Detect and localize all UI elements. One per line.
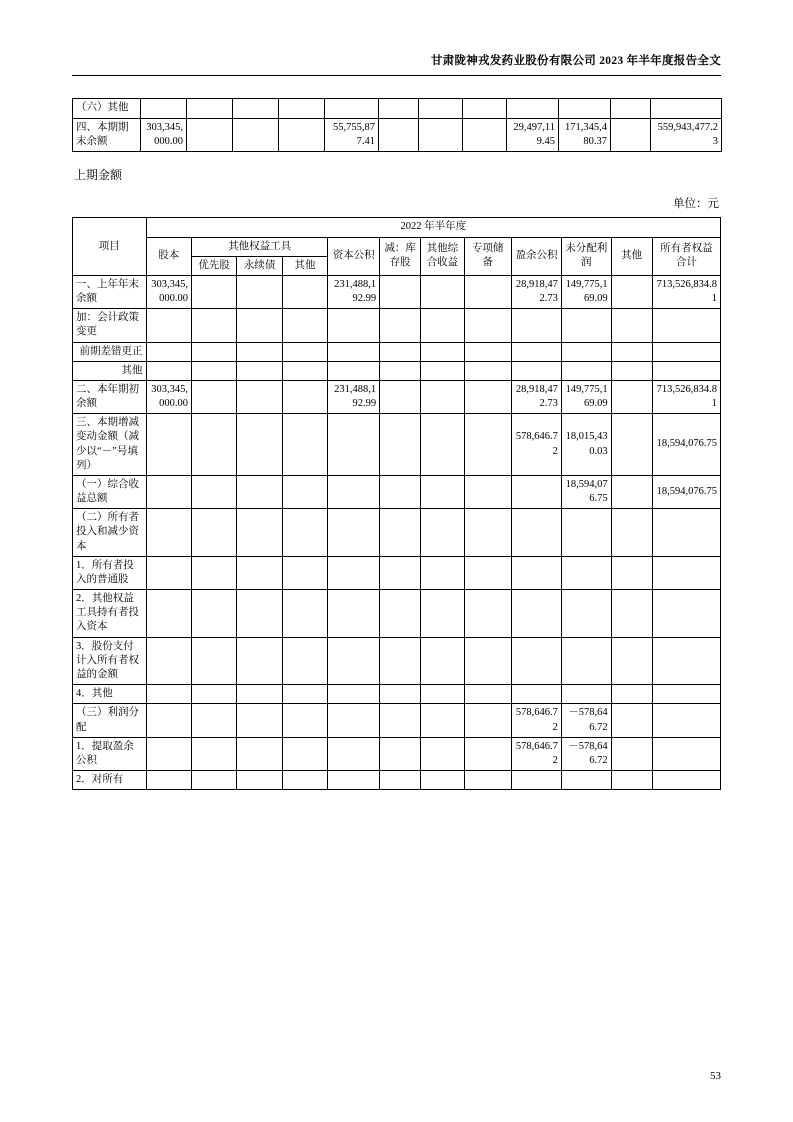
row-cell [187,99,233,119]
row-cell [328,509,380,557]
column-header-period: 2022 年半年度 [146,218,720,237]
row-cell [611,509,652,557]
row-cell [464,771,512,790]
row-label: （三）利润分配 [73,704,147,737]
row-cell [328,737,380,770]
row-cell [611,637,652,685]
table-row [73,475,721,508]
row-cell [561,556,611,589]
row-cell: 578,646.72 [512,414,562,476]
row-cell [512,556,562,589]
row-label: 2．对所有 [73,771,147,790]
row-cell [325,99,379,119]
row-cell [512,361,562,380]
row-cell [237,361,282,380]
row-cell [464,637,512,685]
row-cell [561,685,611,704]
row-label: 三、本期增减变动金额（减少以“－”号填列） [73,414,147,476]
row-cell: 55,755,877.41 [325,119,379,152]
row-cell [611,590,652,638]
row-label: 一、上年年末余额 [73,275,147,308]
row-cell [380,414,421,476]
row-cell [233,99,279,119]
row-cell [419,119,463,152]
row-cell [191,475,236,508]
table-row [73,637,721,685]
row-cell [421,771,464,790]
row-cell [421,590,464,638]
row-cell [464,509,512,557]
row-cell [421,475,464,508]
row-cell: 18,594,076.75 [561,475,611,508]
row-cell [611,309,652,342]
row-cell [512,590,562,638]
row-cell [421,309,464,342]
row-label: 前期差错更正 [73,342,147,361]
row-cell [652,771,720,790]
row-cell [191,342,236,361]
row-cell [187,119,233,152]
row-cell [237,309,282,342]
row-cell [512,509,562,557]
row-cell [237,275,282,308]
row-label: 3．股份支付计入所有者权益的金额 [73,637,147,685]
row-cell [421,380,464,413]
row-cell [146,509,191,557]
row-cell [421,509,464,557]
row-cell [191,685,236,704]
header-divider [72,75,721,76]
row-cell: 28,918,472.73 [512,380,562,413]
row-label: 加：会计政策变更 [73,309,147,342]
row-cell [561,509,611,557]
table-row [73,685,721,704]
row-label: （二）所有者投入和减少资本 [73,509,147,557]
row-cell: 578,646.72 [512,737,562,770]
row-cell [464,361,512,380]
table-row [73,309,721,342]
row-cell [282,475,327,508]
row-cell [464,309,512,342]
column-header-other-equity-instrument-other: 其他 [282,256,327,275]
column-header-other-equity-group: 其他权益工具 [191,237,327,256]
row-cell [380,737,421,770]
row-cell [464,275,512,308]
row-cell [611,556,652,589]
row-cell: 578,646.72 [512,704,562,737]
row-cell [237,685,282,704]
row-cell [191,380,236,413]
table-row [73,737,721,770]
row-cell [421,414,464,476]
table-row [73,414,721,476]
row-cell: 171,345,480.37 [559,119,611,152]
row-cell [561,342,611,361]
row-cell [380,361,421,380]
row-cell [611,380,652,413]
row-cell: 713,526,834.81 [652,380,720,413]
table-row [73,704,721,737]
row-cell [379,119,419,152]
column-header-share-capital: 股本 [146,237,191,275]
row-cell [512,685,562,704]
row-cell: 303,345,000.00 [141,119,187,152]
row-cell [652,342,720,361]
row-cell [380,380,421,413]
table-row [73,590,721,638]
row-cell [421,637,464,685]
row-cell [421,737,464,770]
column-header-perpetual-bond: 永续债 [237,256,282,275]
row-cell [463,99,507,119]
row-cell [328,556,380,589]
row-cell [651,99,722,119]
row-cell: 559,943,477.23 [651,119,722,152]
table-row [73,556,721,589]
row-cell [464,704,512,737]
row-cell [279,99,325,119]
row-cell [512,309,562,342]
table-row [73,99,722,119]
row-cell [611,119,651,152]
row-cell [611,414,652,476]
row-cell [146,685,191,704]
row-cell [191,361,236,380]
table-row [73,342,721,361]
row-cell [463,119,507,152]
row-cell [512,637,562,685]
row-cell [237,342,282,361]
row-cell [559,99,611,119]
row-cell [282,414,327,476]
row-label: 1．提取盈余公积 [73,737,147,770]
row-cell [282,275,327,308]
row-cell [464,414,512,476]
row-cell [141,99,187,119]
row-label: （一）综合收益总额 [73,475,147,508]
row-cell [652,737,720,770]
row-cell [611,361,652,380]
row-cell: 231,488,192.99 [328,275,380,308]
row-cell [652,590,720,638]
row-cell [464,685,512,704]
row-cell [282,704,327,737]
row-cell [611,771,652,790]
row-cell [282,771,327,790]
row-cell [282,685,327,704]
row-cell [611,685,652,704]
row-cell [282,737,327,770]
row-cell [191,737,236,770]
column-header-capital-reserve: 资本公积 [328,237,380,275]
row-cell [561,771,611,790]
row-cell [328,704,380,737]
column-header-treasury-stock: 减：库存股 [380,237,421,275]
row-cell [611,737,652,770]
owners-equity-change-table [72,217,721,790]
row-cell [146,637,191,685]
row-cell [146,475,191,508]
row-cell [146,737,191,770]
row-cell [146,361,191,380]
row-cell [380,704,421,737]
row-cell: －578,646.72 [561,737,611,770]
row-cell: 29,497,119.45 [507,119,559,152]
row-cell [561,637,611,685]
table-row [73,361,721,380]
row-cell [191,704,236,737]
row-cell [421,361,464,380]
page-header [72,0,721,68]
row-cell [282,380,327,413]
row-cell [282,309,327,342]
row-cell [379,99,419,119]
row-cell [328,685,380,704]
row-cell [191,414,236,476]
row-cell [146,342,191,361]
row-cell [282,509,327,557]
row-cell [146,704,191,737]
row-cell [380,556,421,589]
row-cell: 303,345,000.00 [146,275,191,308]
row-label: 1．所有者投入的普通股 [73,556,147,589]
table-header-period-row [73,218,721,237]
section-title: 上期金额 [74,168,123,183]
row-cell [652,361,720,380]
row-cell [652,704,720,737]
table-row [73,509,721,557]
row-label: （六）其他 [73,99,141,119]
row-cell [611,99,651,119]
row-cell [191,556,236,589]
row-cell: 231,488,192.99 [328,380,380,413]
row-cell [380,685,421,704]
row-cell [328,342,380,361]
row-cell [380,509,421,557]
row-cell [237,590,282,638]
row-cell [380,475,421,508]
row-cell [464,342,512,361]
row-cell [512,342,562,361]
row-cell [282,556,327,589]
row-label: 4．其他 [73,685,147,704]
row-cell: 713,526,834.81 [652,275,720,308]
row-cell [421,342,464,361]
row-cell [561,309,611,342]
row-cell [279,119,325,152]
row-cell [328,414,380,476]
row-cell [419,99,463,119]
row-label: 二、本年期初余额 [73,380,147,413]
column-header-special-reserve: 专项储备 [464,237,512,275]
row-cell [512,475,562,508]
row-cell [421,556,464,589]
table-header-group-row [73,237,721,256]
row-cell: 303,345,000.00 [146,380,191,413]
column-header-surplus-reserve: 盈余公积 [512,237,562,275]
row-cell [191,275,236,308]
row-cell [237,475,282,508]
row-cell [652,309,720,342]
row-cell [237,704,282,737]
row-cell: 149,775,169.09 [561,380,611,413]
row-cell [146,556,191,589]
row-cell [380,275,421,308]
row-cell [561,361,611,380]
row-cell [146,414,191,476]
row-label: 其他 [73,361,147,380]
row-cell [191,771,236,790]
row-cell [652,509,720,557]
row-cell [328,771,380,790]
row-cell [328,590,380,638]
row-cell [464,737,512,770]
row-cell [380,309,421,342]
row-cell [464,380,512,413]
row-cell: 18,015,430.03 [561,414,611,476]
row-cell [282,342,327,361]
row-cell [421,685,464,704]
unit-label: 单位：元 [673,198,719,211]
row-cell [611,342,652,361]
row-cell [328,637,380,685]
column-header-other: 其他 [611,237,652,275]
row-cell [380,342,421,361]
row-cell [611,275,652,308]
row-cell [146,309,191,342]
row-cell [421,275,464,308]
page-number: 53 [710,1070,721,1082]
row-cell [328,309,380,342]
row-cell [233,119,279,152]
column-header-total-owners-equity: 所有者权益合计 [652,237,720,275]
row-cell [512,771,562,790]
table-row [73,119,722,152]
statement-continuation-table [72,98,722,152]
row-cell: 149,775,169.09 [561,275,611,308]
row-cell [282,590,327,638]
row-cell: 18,594,076.75 [652,475,720,508]
report-title: 甘肃陇神戎发药业股份有限公司 2023 年半年度报告全文 [430,55,721,67]
row-cell [237,556,282,589]
row-cell [237,637,282,685]
row-cell: 28,918,472.73 [512,275,562,308]
row-cell [191,509,236,557]
row-cell [282,637,327,685]
row-cell [380,771,421,790]
row-cell [191,637,236,685]
row-cell [380,637,421,685]
row-cell [561,590,611,638]
row-cell [328,361,380,380]
column-header-other-comprehensive-income: 其他综合收益 [421,237,464,275]
row-cell [328,475,380,508]
column-header-preferred-stock: 优先股 [191,256,236,275]
row-cell [652,685,720,704]
row-cell [464,475,512,508]
row-cell [237,414,282,476]
row-cell: 18,594,076.75 [652,414,720,476]
column-header-undistributed-profit: 未分配利润 [561,237,611,275]
row-cell [421,704,464,737]
row-cell [464,590,512,638]
row-cell: －578,646.72 [561,704,611,737]
row-cell [464,556,512,589]
row-cell [191,590,236,638]
table-row [73,380,721,413]
row-cell [611,704,652,737]
row-cell [237,771,282,790]
row-cell [507,99,559,119]
row-cell [282,361,327,380]
table-row [73,771,721,790]
row-cell [237,509,282,557]
row-cell [146,590,191,638]
row-cell [146,771,191,790]
row-cell [652,556,720,589]
row-cell [380,590,421,638]
row-label: 2．其他权益工具持有者投入资本 [73,590,147,638]
row-cell [611,475,652,508]
row-cell [191,309,236,342]
table-row [73,275,721,308]
column-header-item: 项目 [73,218,147,276]
row-cell [237,380,282,413]
row-cell [237,737,282,770]
row-cell [652,637,720,685]
row-label: 四、本期期末余额 [73,119,141,152]
